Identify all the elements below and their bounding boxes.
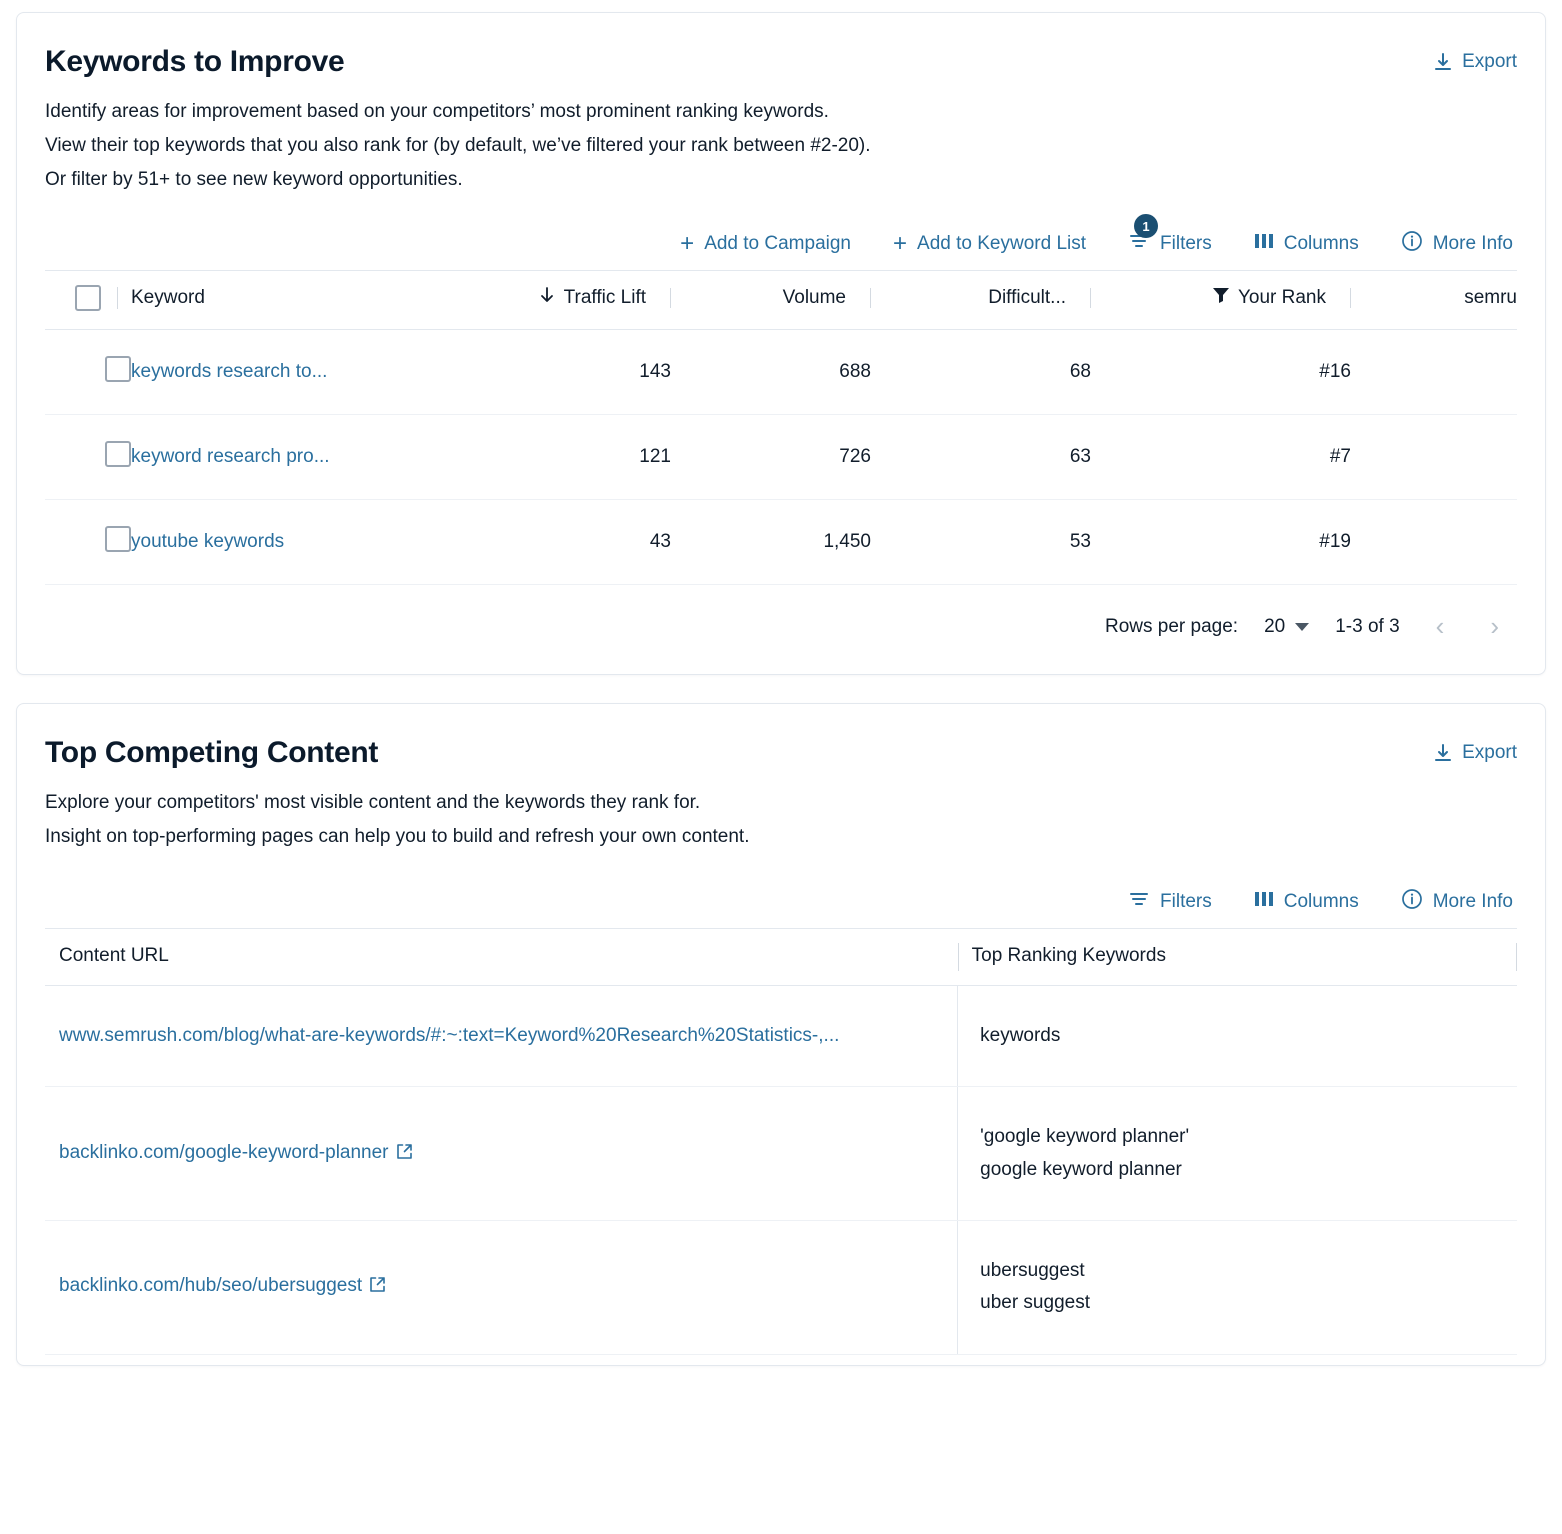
columns-button[interactable] bbox=[1254, 890, 1359, 914]
description-line-2: Insight on top-performing pages can help you to build and refresh your own content. bbox=[45, 826, 750, 848]
cell-content-url bbox=[45, 1220, 958, 1354]
content-url-link[interactable]: backlinko.com/google-keyword-planner bbox=[59, 1141, 389, 1163]
keyword-text: keywords bbox=[980, 1025, 1061, 1047]
column-divider bbox=[117, 287, 118, 309]
columns-label: Columns bbox=[1283, 891, 1359, 913]
description-line-3: Or filter by 51+ to see new keyword opportunities. bbox=[45, 168, 463, 190]
content-url-link[interactable]: backlinko.com/hub/seo/ubersuggest bbox=[59, 1275, 363, 1297]
cell-semrush bbox=[1351, 500, 1517, 585]
content-toolbar bbox=[45, 888, 1517, 928]
cell-volume: 1,450 bbox=[671, 500, 871, 585]
export-button[interactable] bbox=[1433, 45, 1517, 73]
funnel-icon bbox=[1212, 286, 1230, 310]
rows-per-page-value: 20 bbox=[1264, 615, 1286, 637]
cell-difficulty: 53 bbox=[871, 500, 1091, 585]
keywords-toolbar bbox=[45, 218, 1517, 270]
columns-label: Columns bbox=[1283, 233, 1359, 255]
next-page-button[interactable]: › bbox=[1490, 611, 1499, 642]
select-all-header bbox=[45, 271, 131, 330]
cell-volume: 726 bbox=[671, 415, 871, 500]
column-header-semrush-label: semru bbox=[1464, 287, 1517, 309]
add-to-keyword-list-label: Add to Keyword List bbox=[917, 233, 1087, 255]
column-header-your-rank-label: Your Rank bbox=[1237, 287, 1326, 309]
column-header-keyword-label: Keyword bbox=[131, 287, 205, 309]
top-competing-content-card bbox=[16, 703, 1546, 1365]
export-label: Export bbox=[1462, 742, 1517, 764]
cell-keyword bbox=[131, 330, 431, 415]
column-header-content-url-label: Content URL bbox=[59, 945, 169, 967]
columns-icon bbox=[1254, 232, 1274, 256]
filters-label: Filters bbox=[1160, 891, 1212, 913]
filters-button[interactable] bbox=[1128, 888, 1212, 916]
cell-keyword bbox=[131, 415, 431, 500]
keyword-link[interactable]: keywords research to... bbox=[131, 361, 328, 383]
table-row bbox=[45, 986, 1517, 1087]
chevron-down-icon bbox=[1295, 623, 1309, 631]
cell-volume: 688 bbox=[671, 330, 871, 415]
cell-semrush bbox=[1351, 330, 1517, 415]
add-to-campaign-button[interactable] bbox=[680, 232, 851, 256]
more-info-button[interactable] bbox=[1401, 888, 1513, 916]
cell-top-ranking-keywords bbox=[958, 1220, 1517, 1354]
table-row bbox=[45, 1087, 1517, 1221]
column-header-keyword[interactable] bbox=[131, 271, 431, 330]
table-row bbox=[45, 330, 1517, 415]
table-row bbox=[45, 500, 1517, 585]
column-header-difficulty-label: Difficult... bbox=[988, 287, 1066, 309]
plus-icon: + bbox=[893, 230, 908, 258]
plus-icon: + bbox=[680, 230, 695, 258]
cell-traffic-lift: 121 bbox=[431, 415, 671, 500]
filter-icon bbox=[1128, 888, 1150, 916]
card-header bbox=[45, 736, 1517, 786]
column-header-difficulty[interactable] bbox=[871, 271, 1091, 330]
cell-your-rank: #7 bbox=[1091, 415, 1351, 500]
keyword-text: google keyword planner bbox=[980, 1158, 1182, 1180]
cell-traffic-lift: 43 bbox=[431, 500, 671, 585]
column-header-traffic-lift[interactable] bbox=[431, 271, 671, 330]
table-header-row bbox=[45, 929, 1517, 986]
column-header-top-ranking-keywords-label: Top Ranking Keywords bbox=[971, 945, 1166, 967]
filters-count-badge: 1 bbox=[1134, 214, 1158, 238]
filters-label: Filters bbox=[1160, 233, 1212, 255]
add-to-keyword-list-button[interactable] bbox=[893, 232, 1086, 256]
keywords-table bbox=[45, 270, 1517, 585]
export-label: Export bbox=[1462, 51, 1517, 72]
external-link-icon[interactable] bbox=[369, 1277, 386, 1298]
column-header-your-rank[interactable] bbox=[1091, 271, 1351, 330]
keyword-link[interactable]: keyword research pro... bbox=[131, 446, 330, 468]
cell-difficulty: 68 bbox=[871, 330, 1091, 415]
column-header-volume[interactable] bbox=[671, 271, 871, 330]
description-line-2: View their top keywords that you also rank for (by default, we’ve filtered your rank between #2-20). bbox=[45, 134, 871, 156]
more-info-button[interactable] bbox=[1401, 230, 1513, 258]
row-checkbox[interactable] bbox=[105, 441, 131, 467]
info-icon bbox=[1401, 230, 1423, 258]
cell-your-rank: #16 bbox=[1091, 330, 1351, 415]
table-head bbox=[45, 929, 1517, 986]
keyword-text: ubersuggest bbox=[980, 1259, 1085, 1281]
cell-keyword bbox=[131, 500, 431, 585]
page-title: Keywords to Improve bbox=[45, 45, 345, 78]
column-header-content-url[interactable] bbox=[45, 929, 958, 986]
description-line-1: Explore your competitors' most visible content and the keywords they rank for. bbox=[45, 792, 701, 814]
table-body bbox=[45, 986, 1517, 1354]
column-header-top-ranking-keywords[interactable] bbox=[958, 929, 1517, 986]
cell-your-rank: #19 bbox=[1091, 500, 1351, 585]
table-row bbox=[45, 1220, 1517, 1354]
keyword-text: 'google keyword planner' bbox=[980, 1126, 1190, 1148]
keyword-text: uber suggest bbox=[980, 1292, 1090, 1314]
cell-semrush bbox=[1351, 415, 1517, 500]
rows-per-page-label: Rows per page: bbox=[1105, 615, 1239, 637]
cell-top-ranking-keywords bbox=[958, 1087, 1517, 1221]
column-header-semrush[interactable] bbox=[1351, 271, 1517, 330]
section-title: Top Competing Content bbox=[45, 736, 379, 770]
columns-icon bbox=[1254, 890, 1274, 914]
content-url-link[interactable]: www.semrush.com/blog/what-are-keywords/#:~:text=Keyword%20Research%20Statistics-,... bbox=[59, 1025, 840, 1047]
description-line-1: Identify areas for improvement based on your competitors’ most prominent ranking keywords. bbox=[45, 101, 829, 122]
cell-difficulty: 63 bbox=[871, 415, 1091, 500]
row-checkbox[interactable] bbox=[105, 356, 131, 382]
row-checkbox[interactable] bbox=[105, 526, 131, 552]
table-row bbox=[45, 415, 1517, 500]
card-description bbox=[45, 786, 1517, 854]
keyword-link[interactable]: youtube keywords bbox=[131, 531, 285, 553]
table-body bbox=[45, 330, 1517, 585]
filters-button[interactable] bbox=[1128, 218, 1212, 258]
cell-content-url bbox=[45, 1087, 958, 1221]
rows-per-page-select[interactable] bbox=[1264, 616, 1309, 638]
competing-content-table bbox=[45, 928, 1517, 1354]
row-select-cell bbox=[45, 500, 131, 585]
more-info-label: More Info bbox=[1432, 233, 1513, 255]
sort-down-icon bbox=[538, 285, 556, 311]
cell-content-url bbox=[45, 986, 958, 1087]
row-select-cell bbox=[45, 330, 131, 415]
column-header-volume-label: Volume bbox=[782, 287, 846, 309]
table-header-row bbox=[45, 271, 1517, 330]
card-description bbox=[45, 95, 1517, 196]
pagination bbox=[45, 585, 1517, 664]
row-select-cell bbox=[45, 415, 131, 500]
select-all-checkbox[interactable] bbox=[75, 285, 101, 311]
add-to-campaign-label: Add to Campaign bbox=[704, 233, 852, 255]
export-button[interactable] bbox=[1433, 736, 1517, 764]
column-header-traffic-lift-label: Traffic Lift bbox=[563, 287, 646, 309]
more-info-label: More Info bbox=[1432, 891, 1513, 913]
table-head bbox=[45, 271, 1517, 330]
card-header bbox=[45, 45, 1517, 95]
info-icon bbox=[1401, 888, 1423, 916]
cell-traffic-lift: 143 bbox=[431, 330, 671, 415]
columns-button[interactable] bbox=[1254, 232, 1359, 256]
previous-page-button[interactable]: ‹ bbox=[1435, 611, 1445, 642]
download-icon bbox=[1433, 52, 1453, 72]
download-icon bbox=[1433, 743, 1453, 763]
pagination-range: 1-3 of 3 bbox=[1335, 615, 1400, 637]
external-link-icon[interactable] bbox=[396, 1144, 413, 1165]
keywords-to-improve-card bbox=[16, 12, 1546, 675]
cell-top-ranking-keywords bbox=[958, 986, 1517, 1087]
